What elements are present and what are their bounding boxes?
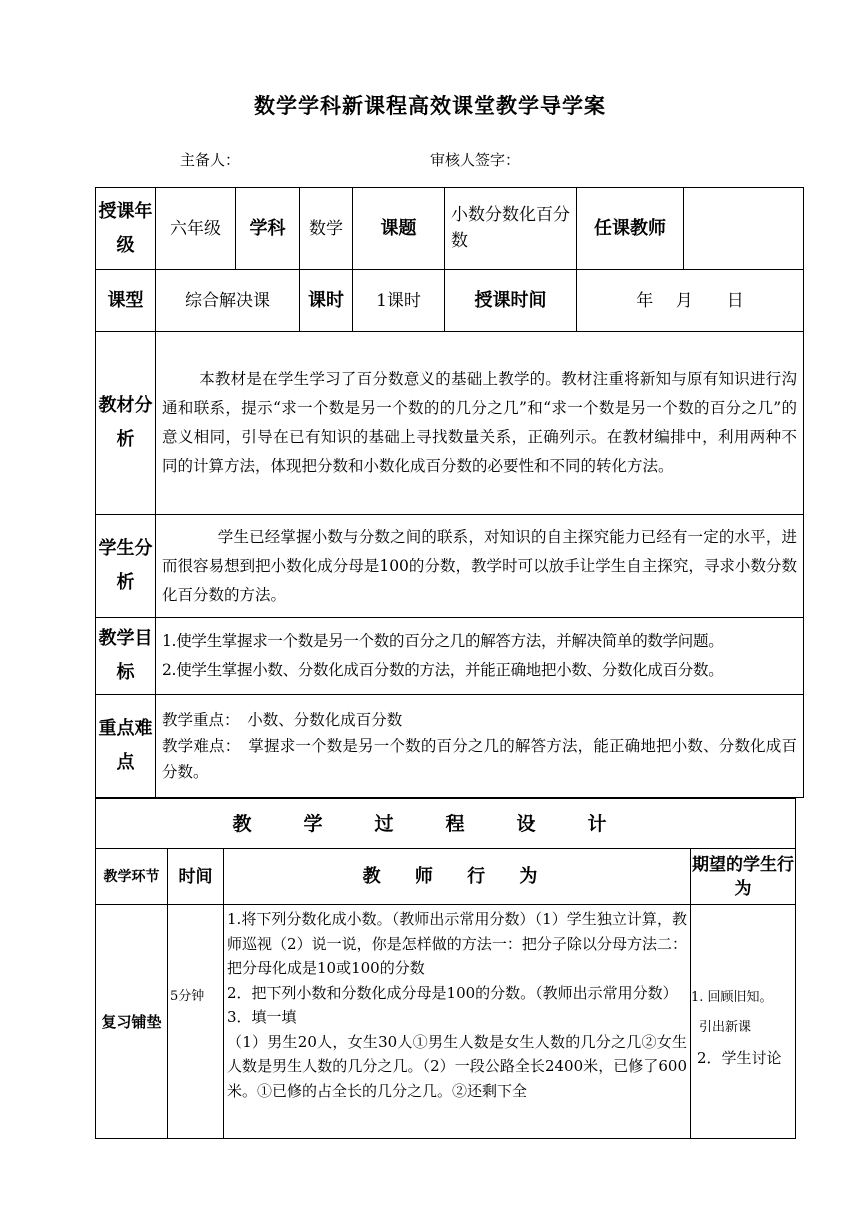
topic-value: 小数分数化百分数 bbox=[445, 188, 577, 270]
teacher-step-1: 1.将下列分数化成小数。（教师出示常用分数）（1）学生独立计算，教师巡视（2）说一说，你是怎样做的方法一：把分子除以分母方法二：把分母化成是10或100的分数 bbox=[227, 910, 687, 977]
student-label: 学生分析 bbox=[96, 515, 156, 618]
expect-1: 1. 回顾旧知。 bbox=[691, 990, 773, 1005]
subject-value: 数学 bbox=[300, 188, 353, 270]
hours-value: 1课时 bbox=[353, 270, 445, 332]
teacher-step-4: （1）男生20人，女生30人①男生人数是女生人数的几分之几②女生人数是男生人数的几分之几。（2）一段公路全长2400米，已修了600米。①已修的占全长的几分之几。②还剩下全 bbox=[227, 1032, 687, 1100]
grade-value: 六年级 bbox=[156, 188, 236, 270]
col-stage-header: 教学环节 bbox=[96, 849, 168, 905]
col-expected-header: 期望的学生行为 bbox=[691, 849, 796, 905]
reviewer-label: 审核人签字： bbox=[430, 151, 521, 169]
time-label: 授课时间 bbox=[445, 270, 577, 332]
material-label: 教材分析 bbox=[96, 332, 156, 515]
student-analysis-text: 学生已经掌握小数与分数之间的联系，对知识的自主探究能力已经有一定的水平，进而很容易想到把小数化成分母是100的分数，教学时可以放手让学生自主探究，寻求小数分数化百分数的方法。 bbox=[156, 515, 804, 618]
teacher-step-3: 3．填一填 bbox=[227, 1008, 297, 1026]
stage-review-time: 5分钟 bbox=[168, 905, 224, 1139]
preparer-label: 主备人： bbox=[180, 151, 241, 169]
key-point: 教学重点： 小数、分数化成百分数 bbox=[162, 711, 403, 729]
document-title: 数学学科新课程高效课堂教学导学案 bbox=[254, 94, 606, 118]
topic-label: 课题 bbox=[353, 188, 445, 270]
type-label: 课型 bbox=[96, 270, 156, 332]
subject-label: 学科 bbox=[236, 188, 300, 270]
stage-review: 复习铺垫 bbox=[96, 905, 168, 1139]
key-label: 重点难点 bbox=[96, 695, 156, 798]
expect-3: 2．学生讨论 bbox=[697, 1049, 782, 1067]
teacher-step-2: 2．把下列小数和分数化成分母是100的分数。（教师出示常用分数） bbox=[227, 983, 678, 1002]
col-time-header: 时间 bbox=[168, 849, 224, 905]
goals-label: 教学目标 bbox=[96, 618, 156, 695]
expect-2: 引出新课 bbox=[699, 1020, 752, 1035]
difficult-point: 教学难点： 掌握求一个数是另一个数的百分之几的解答方法，能正确地把小数、分数化成百分数。 bbox=[162, 737, 797, 781]
lesson-info-table bbox=[95, 187, 804, 798]
material-analysis-text: 本教材是在学生学习了百分数意义的基础上教学的。教材注重将新知与原有知识进行沟通和联系，提示“求一个数是另一个数的的几分之几”和“求一个数是另一个数的百分之几”的意义相同，引导在已有知识的基础上寻找数量关系，正确列示。在教材编排中，利用两种不同的计算方法，体现把分数和小数化成百分数的必要性和不同的转化方法。 bbox=[156, 332, 804, 515]
time-value: 年 月 日 bbox=[577, 270, 804, 332]
goal-2: 2.使学生掌握小数、分数化成百分数的方法，并能正确地把小数、分数化成百分数。 bbox=[162, 661, 724, 679]
hours-label: 课时 bbox=[300, 270, 353, 332]
teacher-value bbox=[684, 188, 804, 270]
type-value: 综合解决课 bbox=[156, 270, 300, 332]
process-heading: 教学过程设计 bbox=[96, 799, 796, 849]
process-table bbox=[95, 798, 796, 1139]
col-teacher-header: 教 师 行 为 bbox=[224, 849, 691, 905]
goal-1: 1.使学生掌握求一个数是另一个数的百分之几的解答方法，并解决简单的数学问题。 bbox=[162, 632, 724, 650]
grade-label: 授课年级 bbox=[96, 188, 156, 270]
teacher-label: 任课教师 bbox=[577, 188, 684, 270]
